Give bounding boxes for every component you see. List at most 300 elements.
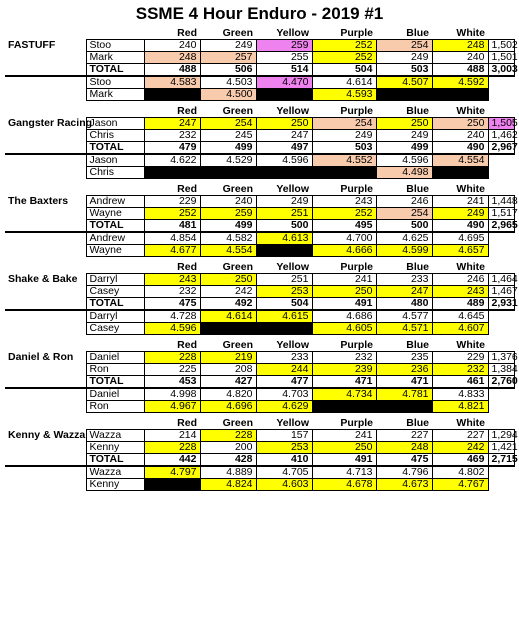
blank-cell [5, 388, 86, 401]
blank-cell [5, 262, 86, 274]
blank-cell [5, 89, 86, 101]
driver-name: Darryl [86, 274, 144, 286]
blank-cell [488, 28, 514, 40]
grand-total-cell: 2,760 [488, 376, 514, 389]
driver-name: Chris [86, 130, 144, 142]
team-total-cell: 475 [144, 298, 200, 311]
team-total-cell: 506 [200, 64, 256, 77]
blank-cell [5, 323, 86, 335]
driver-total-cell: 1,502 [488, 40, 514, 52]
total-label: TOTAL [86, 64, 144, 77]
team-total-cell: 490 [432, 142, 488, 155]
team-header-row [5, 262, 514, 274]
grand-total-cell: 2,967 [488, 142, 514, 155]
team-header-row [5, 418, 514, 430]
score-cell: 250 [432, 118, 488, 130]
laptime-cell: 4.833 [432, 388, 488, 401]
column-header: Yellow [276, 417, 309, 429]
score-cell: 247 [376, 286, 432, 298]
score-cell: 240 [432, 130, 488, 142]
driver-total-cell: 1,462 [488, 130, 514, 142]
score-row [5, 64, 514, 77]
team-total-cell: 492 [200, 298, 256, 311]
team-total-cell: 491 [312, 454, 376, 467]
driver-total-cell: 1,517 [488, 208, 514, 220]
blank-cell [5, 154, 86, 167]
team-total-cell: 504 [312, 64, 376, 77]
team-total-cell: 490 [432, 220, 488, 233]
laptime-cell: 4.498 [376, 167, 432, 179]
team-total-cell: 477 [256, 376, 312, 389]
score-row [5, 220, 514, 233]
laptime-cell [144, 479, 200, 491]
laptime-cell [200, 323, 256, 335]
laptime-row [5, 89, 514, 101]
blank-cell [5, 298, 86, 311]
column-header: Red [177, 417, 197, 429]
driver-total-cell: 1,467 [488, 286, 514, 298]
blank-cell [488, 76, 514, 89]
total-label: TOTAL [86, 142, 144, 155]
column-header: Red [177, 261, 197, 273]
score-row [5, 52, 514, 64]
laptime-row [5, 154, 514, 167]
blank-cell [5, 130, 86, 142]
laptime-cell: 4.500 [200, 89, 256, 101]
driver-total-cell: 1,384 [488, 364, 514, 376]
laptime-cell: 4.625 [376, 232, 432, 245]
laptime-cell: 4.854 [144, 232, 200, 245]
column-header: Red [177, 183, 197, 195]
driver-name: Kenny [86, 479, 144, 491]
column-header: Blue [406, 339, 429, 351]
score-row [5, 286, 514, 298]
grand-total-cell: 2,715 [488, 454, 514, 467]
laptime-cell [144, 167, 200, 179]
laptime-cell: 4.797 [144, 466, 200, 479]
blank-cell [488, 89, 514, 101]
laptime-cell: 4.781 [376, 388, 432, 401]
column-header: Yellow [276, 27, 309, 39]
grand-total-cell: 2,931 [488, 298, 514, 311]
team-total-cell: 442 [144, 454, 200, 467]
laptime-cell [200, 167, 256, 179]
score-cell: 255 [256, 52, 312, 64]
total-label: TOTAL [86, 376, 144, 389]
laptime-row [5, 323, 514, 335]
column-header: Red [177, 339, 197, 351]
score-cell: 243 [432, 286, 488, 298]
score-cell: 200 [200, 442, 256, 454]
laptime-cell [256, 245, 312, 257]
laptime-cell: 4.677 [144, 245, 200, 257]
blank-cell [5, 479, 86, 491]
score-row [5, 40, 514, 52]
team-name: Daniel & Ron [8, 351, 74, 363]
driver-name: Wazza [86, 466, 144, 479]
column-header: White [456, 27, 485, 39]
blank-cell [86, 418, 144, 430]
driver-total-cell: 1,376 [488, 352, 514, 364]
blank-cell [5, 364, 86, 376]
grand-total-cell: 2,965 [488, 220, 514, 233]
score-row [5, 430, 514, 442]
team-total-cell: 481 [144, 220, 200, 233]
score-row [5, 274, 514, 286]
laptime-cell: 4.967 [144, 401, 200, 413]
column-header: White [456, 339, 485, 351]
score-row [5, 118, 514, 130]
laptime-cell: 4.596 [144, 323, 200, 335]
driver-total-cell: 1,505 [488, 118, 514, 130]
score-cell: 254 [200, 118, 256, 130]
column-header: Red [177, 105, 197, 117]
laptime-row [5, 232, 514, 245]
driver-name: Jason [86, 154, 144, 167]
blank-cell [488, 245, 514, 257]
driver-name: Chris [86, 167, 144, 179]
laptime-cell: 4.998 [144, 388, 200, 401]
column-header: White [456, 183, 485, 195]
score-cell: 250 [312, 442, 376, 454]
score-cell: 244 [256, 364, 312, 376]
blank-cell [488, 388, 514, 401]
team-total-cell: 471 [376, 376, 432, 389]
score-row [5, 454, 514, 467]
blank-cell [488, 262, 514, 274]
driver-total-cell: 1,501 [488, 52, 514, 64]
laptime-cell: 4.554 [432, 154, 488, 167]
team-total-cell: 410 [256, 454, 312, 467]
laptime-cell [256, 167, 312, 179]
team-total-cell: 453 [144, 376, 200, 389]
score-cell: 229 [144, 196, 200, 208]
score-cell: 241 [312, 430, 376, 442]
laptime-cell [144, 89, 200, 101]
score-cell: 247 [256, 130, 312, 142]
column-header: Green [222, 261, 253, 273]
laptime-cell: 4.734 [312, 388, 376, 401]
team-total-cell: 499 [200, 220, 256, 233]
score-row [5, 298, 514, 311]
team-name: FASTUFF [8, 39, 56, 51]
laptime-cell: 4.821 [432, 401, 488, 413]
driver-name: Darryl [86, 310, 144, 323]
team-total-cell: 488 [144, 64, 200, 77]
score-row [5, 352, 514, 364]
laptime-cell: 4.607 [432, 323, 488, 335]
laptime-cell: 4.622 [144, 154, 200, 167]
column-header: Blue [406, 261, 429, 273]
laptime-cell: 4.554 [200, 245, 256, 257]
score-cell: 250 [312, 286, 376, 298]
driver-name: Mark [86, 52, 144, 64]
score-cell: 246 [432, 274, 488, 286]
laptime-cell: 4.713 [312, 466, 376, 479]
column-header: Purple [340, 183, 373, 195]
column-header: Yellow [276, 339, 309, 351]
blank-cell [5, 208, 86, 220]
score-row [5, 142, 514, 155]
driver-name: Ron [86, 401, 144, 413]
score-cell: 250 [256, 118, 312, 130]
blank-cell [86, 28, 144, 40]
laptime-row [5, 245, 514, 257]
column-header: Yellow [276, 261, 309, 273]
column-header: Yellow [276, 183, 309, 195]
score-cell: 229 [432, 352, 488, 364]
score-row [5, 130, 514, 142]
laptime-cell: 4.703 [256, 388, 312, 401]
laptime-cell: 4.700 [312, 232, 376, 245]
blank-cell [488, 154, 514, 167]
column-header: Purple [340, 105, 373, 117]
score-cell: 225 [144, 364, 200, 376]
score-cell: 232 [144, 130, 200, 142]
driver-total-cell: 1,448 [488, 196, 514, 208]
blank-cell [488, 323, 514, 335]
score-cell: 208 [200, 364, 256, 376]
laptime-cell [376, 89, 432, 101]
laptime-cell: 4.503 [200, 76, 256, 89]
team-total-cell: 488 [432, 64, 488, 77]
blank-cell [488, 340, 514, 352]
laptime-cell: 4.614 [200, 310, 256, 323]
laptime-cell: 4.696 [200, 401, 256, 413]
score-cell: 247 [144, 118, 200, 130]
team-name: Kenny & Wazza [8, 429, 86, 441]
team-total-cell: 500 [256, 220, 312, 233]
score-row [5, 208, 514, 220]
score-cell: 259 [200, 208, 256, 220]
score-cell: 252 [312, 52, 376, 64]
laptime-row [5, 401, 514, 413]
score-cell: 233 [256, 352, 312, 364]
blank-cell [5, 28, 86, 40]
laptime-cell: 4.686 [312, 310, 376, 323]
column-header: Green [222, 339, 253, 351]
blank-cell [488, 184, 514, 196]
laptime-cell: 4.603 [256, 479, 312, 491]
column-header: White [456, 105, 485, 117]
score-cell: 250 [376, 118, 432, 130]
column-header: Green [222, 183, 253, 195]
score-cell: 249 [256, 196, 312, 208]
column-header: Green [222, 27, 253, 39]
laptime-cell [256, 89, 312, 101]
laptime-cell: 4.596 [376, 154, 432, 167]
laptime-cell [256, 323, 312, 335]
driver-name: Andrew [86, 196, 144, 208]
score-cell: 241 [432, 196, 488, 208]
score-cell: 249 [432, 208, 488, 220]
score-cell: 240 [144, 40, 200, 52]
score-cell: 242 [200, 286, 256, 298]
score-cell: 248 [376, 442, 432, 454]
laptime-cell: 4.820 [200, 388, 256, 401]
driver-name: Wayne [86, 208, 144, 220]
column-header: Blue [406, 417, 429, 429]
blank-cell [488, 418, 514, 430]
laptime-cell: 4.507 [376, 76, 432, 89]
team-total-cell: 495 [312, 220, 376, 233]
score-cell: 242 [432, 442, 488, 454]
driver-name: Andrew [86, 232, 144, 245]
column-header: Yellow [276, 105, 309, 117]
laptime-cell: 4.705 [256, 466, 312, 479]
laptime-cell [432, 167, 488, 179]
score-cell: 248 [432, 40, 488, 52]
score-cell: 246 [376, 196, 432, 208]
score-cell: 228 [200, 430, 256, 442]
score-cell: 233 [376, 274, 432, 286]
column-header: Blue [406, 183, 429, 195]
score-row [5, 376, 514, 389]
laptime-cell: 4.666 [312, 245, 376, 257]
blank-cell [5, 106, 86, 118]
laptime-cell: 4.593 [312, 89, 376, 101]
results-table [5, 27, 518, 491]
score-cell: 232 [144, 286, 200, 298]
blank-cell [5, 418, 86, 430]
score-cell: 254 [312, 118, 376, 130]
laptime-cell: 4.802 [432, 466, 488, 479]
blank-cell [5, 376, 86, 389]
laptime-cell: 4.571 [376, 323, 432, 335]
column-header: Purple [340, 27, 373, 39]
blank-cell [5, 310, 86, 323]
score-row [5, 442, 514, 454]
score-cell: 254 [376, 208, 432, 220]
team-total-cell: 497 [256, 142, 312, 155]
driver-name: Kenny [86, 442, 144, 454]
blank-cell [86, 184, 144, 196]
score-cell: 259 [256, 40, 312, 52]
score-cell: 239 [312, 364, 376, 376]
blank-cell [5, 286, 86, 298]
score-cell: 227 [376, 430, 432, 442]
score-cell: 248 [144, 52, 200, 64]
driver-total-cell: 1,464 [488, 274, 514, 286]
team-total-cell: 479 [144, 142, 200, 155]
column-header: Blue [406, 105, 429, 117]
score-cell: 245 [200, 130, 256, 142]
team-total-cell: 428 [200, 454, 256, 467]
total-label: TOTAL [86, 298, 144, 311]
score-cell: 249 [312, 130, 376, 142]
laptime-cell: 4.615 [256, 310, 312, 323]
driver-name: Wayne [86, 245, 144, 257]
driver-total-cell: 1,294 [488, 430, 514, 442]
score-cell: 257 [200, 52, 256, 64]
score-cell: 232 [432, 364, 488, 376]
laptime-row [5, 479, 514, 491]
driver-name: Wazza [86, 430, 144, 442]
blank-cell [5, 442, 86, 454]
score-cell: 243 [144, 274, 200, 286]
team-total-cell: 491 [312, 298, 376, 311]
team-header-row [5, 184, 514, 196]
laptime-cell: 4.645 [432, 310, 488, 323]
laptime-cell: 4.596 [256, 154, 312, 167]
team-total-cell: 471 [312, 376, 376, 389]
driver-name: Mark [86, 89, 144, 101]
laptime-row [5, 310, 514, 323]
team-total-cell: 499 [376, 142, 432, 155]
blank-cell [488, 232, 514, 245]
blank-cell [5, 64, 86, 77]
score-cell: 249 [200, 40, 256, 52]
blank-cell [5, 167, 86, 179]
team-total-cell: 500 [376, 220, 432, 233]
blank-cell [488, 479, 514, 491]
team-total-cell: 499 [200, 142, 256, 155]
driver-name: Daniel [86, 388, 144, 401]
score-row [5, 364, 514, 376]
score-cell: 249 [376, 130, 432, 142]
team-total-cell: 475 [376, 454, 432, 467]
blank-cell [5, 232, 86, 245]
blank-cell [5, 466, 86, 479]
score-cell: 249 [376, 52, 432, 64]
column-header: Purple [340, 261, 373, 273]
score-cell: 236 [376, 364, 432, 376]
team-name: Gangster Racing [8, 117, 93, 129]
blank-cell [488, 466, 514, 479]
team-total-cell: 503 [312, 142, 376, 155]
score-cell: 219 [200, 352, 256, 364]
blank-cell [5, 76, 86, 89]
laptime-row [5, 388, 514, 401]
team-total-cell: 461 [432, 376, 488, 389]
laptime-cell [312, 167, 376, 179]
blank-cell [86, 340, 144, 352]
column-header: White [456, 261, 485, 273]
laptime-cell: 4.577 [376, 310, 432, 323]
column-header: Purple [340, 339, 373, 351]
grand-total-cell: 3,003 [488, 64, 514, 77]
score-cell: 157 [256, 430, 312, 442]
laptime-cell: 4.673 [376, 479, 432, 491]
column-header: White [456, 417, 485, 429]
laptime-cell [312, 401, 376, 413]
laptime-cell: 4.582 [200, 232, 256, 245]
blank-cell [5, 220, 86, 233]
score-cell: 251 [256, 274, 312, 286]
score-cell: 253 [256, 442, 312, 454]
driver-total-cell: 1,421 [488, 442, 514, 454]
blank-cell [488, 167, 514, 179]
laptime-row [5, 167, 514, 179]
blank-cell [86, 262, 144, 274]
laptime-cell: 4.767 [432, 479, 488, 491]
driver-name: Daniel [86, 352, 144, 364]
column-header: Purple [340, 417, 373, 429]
column-header: Blue [406, 27, 429, 39]
driver-name: Casey [86, 286, 144, 298]
laptime-cell: 4.605 [312, 323, 376, 335]
score-cell: 241 [312, 274, 376, 286]
laptime-cell: 4.657 [432, 245, 488, 257]
blank-cell [5, 454, 86, 467]
column-header: Green [222, 105, 253, 117]
blank-cell [5, 142, 86, 155]
laptime-cell: 4.583 [144, 76, 200, 89]
driver-name: Ron [86, 364, 144, 376]
blank-cell [5, 52, 86, 64]
blank-cell [488, 106, 514, 118]
laptime-cell: 4.796 [376, 466, 432, 479]
